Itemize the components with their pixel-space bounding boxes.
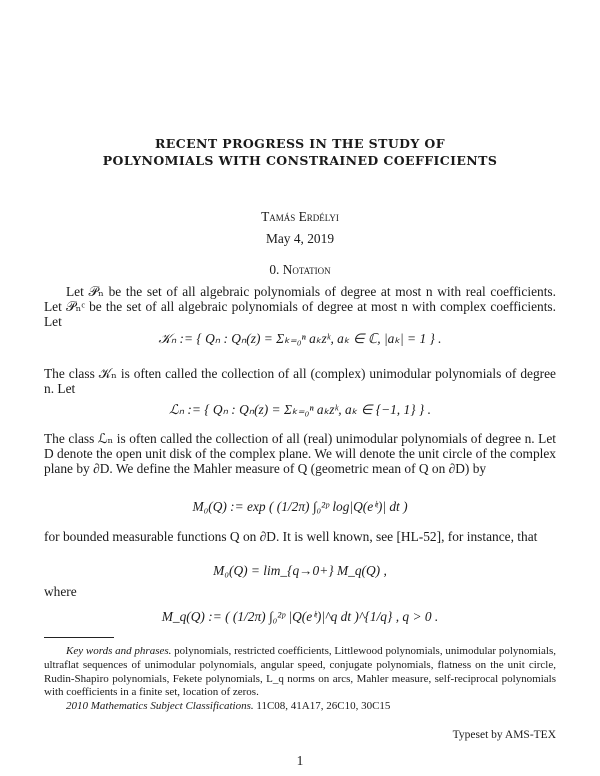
footnote-rule [44,637,114,638]
section-heading: 0. Notation [269,262,331,277]
footnote-keywords [44,645,556,700]
msc-label: 2010 Mathematics Subject Classifications. [66,700,254,712]
msc-text: 11C08, 41A17, 26C10, 30C15 [256,700,391,712]
footnote-msc [44,700,556,714]
equation-Mq: M_q(Q) := ( (1/2π) ∫₀²ᵖ |Q(eⁱᵗ)|^q dt )^{1/q} , q > 0 . [161,609,439,624]
paragraph-2: The class 𝒦ₙ is often called the collection of all (complex) unimodular polynomials of degree n. Let [44,366,556,396]
equation-K: 𝒦ₙ := { Qₙ : Qₙ(z) = Σₖ₌₀ⁿ aₖzᵏ, aₖ ∈ ℂ, |aₖ| = 1 } . [158,331,442,346]
typeset-note: Typeset by AMS-TEX [452,729,556,741]
page-number: 1 [296,753,304,768]
equation-L: ℒₙ := { Qₙ : Qₙ(z) = Σₖ₌₀ⁿ aₖzᵏ, aₖ ∈ {−1, 1} } . [169,402,431,417]
equation-M0: M₀(Q) := exp ( (1/2π) ∫₀²ᵖ log|Q(eⁱᵗ)| dt ) [192,499,408,514]
date: May 4, 2019 [265,231,335,246]
paper-title-line-2: POLYNOMIALS WITH CONSTRAINED COEFFICIENTS [102,153,498,168]
paragraph-3: The class ℒₙ is often called the collection of all (real) unimodular polynomials of degree n. Let D denote the open unit disk of the complex plane. We will denote the unit circle of the complex plane by ∂D. We define the Mahler measure of Q (geometric mean of Q on ∂D) by [44,431,556,476]
author: Tamás Erdélyi [261,209,339,224]
equation-limit: M₀(Q) = lim_{q→0+} M_q(Q) , [213,563,387,578]
paragraph-4: for bounded measurable functions Q on ∂D. It is well known, see [HL-52], for instance, that [44,529,538,544]
keywords-text: polynomials, restricted coefficients, Littlewood polynomials, unimodular polynomials, ultraflat sequences of unimodular polynomials, angular speed, conjugate polynomials, flatness on the unit circle, Rudin-Shapiro polynomials, Fekete polynomials, L_q norms on arcs, Mahler measure, self-reciprocal polynomials with coefficients in a finite set, location of zeros. [44,645,556,699]
paper-title-line-1: RECENT PROGRESS IN THE STUDY OF [155,136,445,151]
keywords-label: Key words and phrases. [66,645,172,657]
paragraph-5: where [44,584,77,599]
paragraph-1: Let 𝒫ₙ be the set of all algebraic polynomials of degree at most n with real coefficients. Let 𝒫ₙᶜ be the set of all algebraic polynomials of degree at most n with complex coefficients. Let [44,284,556,329]
